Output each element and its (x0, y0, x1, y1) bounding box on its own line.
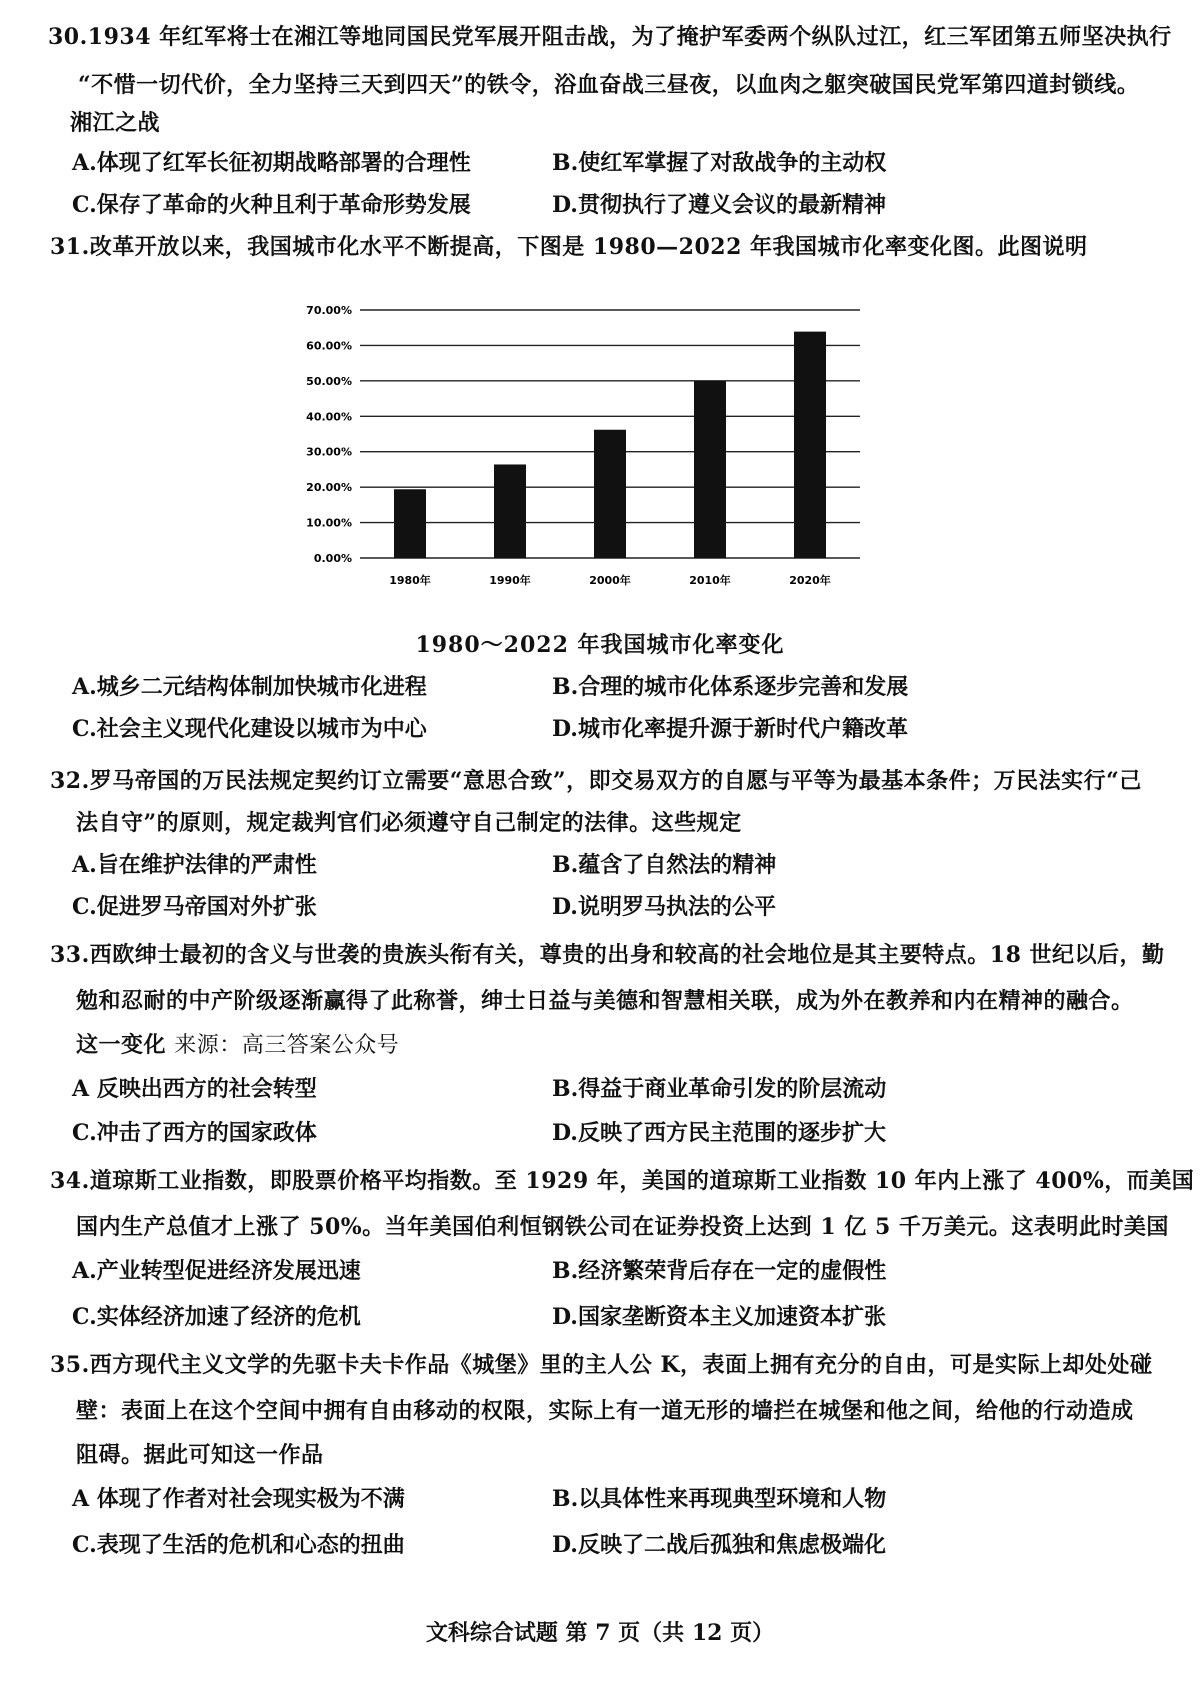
q34-option-b: B.经济繁荣背后存在一定的虚假性 (552, 1258, 887, 1284)
q32-option-a: A.旨在维护法律的严肃性 (72, 852, 317, 878)
q33-source-note: 来源：高三答案公众号 (174, 1033, 400, 1058)
q34-stem-line-1: 34.道琼斯工业指数，即股票价格平均指数。至 1929 年，美国的道琼斯工业指数 10 年内上涨了 400%，而美国 (50, 1168, 1195, 1194)
q31-option-d: D.城市化率提升源于新时代户籍改革 (552, 716, 908, 742)
y-tick-label: 70.00% (306, 304, 352, 317)
q31-option-a: A.城乡二元结构体制加快城市化进程 (72, 674, 427, 700)
q32-stem-line-2: 法自守”的原则，规定裁判官们必须遵守自己制定的法律。这些规定 (76, 810, 742, 836)
urbanization-chart (300, 300, 890, 600)
q30-stem-line-1: 30.1934 年红军将士在湘江等地同国民党军展开阻击战，为了掩护军委两个纵队过江，红三军团第五师坚决执行 (48, 24, 1172, 50)
bar-1980年 (394, 489, 426, 558)
x-tick-label: 1990年 (489, 574, 531, 587)
q33-stem-line-1: 33.西欧绅士最初的含义与世袭的贵族头衔有关，尊贵的出身和较高的社会地位是其主要特点。18 世纪以后，勤 (50, 942, 1165, 968)
q30-option-d: D.贯彻执行了遵义会议的最新精神 (552, 192, 886, 218)
y-tick-label: 60.00% (306, 339, 352, 353)
bar-2020年 (794, 332, 826, 558)
x-tick-label: 1980年 (389, 574, 431, 587)
chart-svg (300, 300, 890, 600)
q33-option-b: B.得益于商业革命引发的阶层流动 (552, 1076, 887, 1102)
q32-stem-line-1: 32.罗马帝国的万民法规定契约订立需要“意思合致”，即交易双方的自愿与平等为最基本条件；万民法实行“己 (50, 768, 1142, 794)
q33-stem-line-2: 勉和忍耐的中产阶级逐渐赢得了此称誉，绅士日益与美德和智慧相关联，成为外在教养和内在精神的融合。 (76, 988, 1134, 1014)
x-tick-label: 2010年 (689, 574, 731, 587)
q30-stem-line-3: 湘江之战 (70, 110, 161, 136)
q35-stem-line-1: 35.西方现代主义文学的先驱卡夫卡作品《城堡》里的主人公 K，表面上拥有充分的自由，可是实际上却处处碰 (50, 1352, 1153, 1378)
q35-option-a: A 体现了作者对社会现实极为不满 (72, 1486, 405, 1512)
y-tick-label: 50.00% (306, 374, 352, 388)
q35-option-b: B.以具体性来再现典型环境和人物 (552, 1486, 887, 1512)
q33-option-a: A 反映出西方的社会转型 (72, 1076, 317, 1102)
q32-option-b: B.蕴含了自然法的精神 (552, 852, 777, 878)
q30-option-c: C.保存了革命的火种且利于革命形势发展 (72, 192, 471, 218)
q31-option-b: B.合理的城市化体系逐步完善和发展 (552, 674, 909, 700)
q35-option-c: C.表现了生活的危机和心态的扭曲 (72, 1532, 405, 1558)
y-tick-label: 40.00% (306, 410, 352, 424)
q31-stem-line-1: 31.改革开放以来，我国城市化水平不断提高，下图是 1980—2022 年我国城市化率变化图。此图说明 (50, 234, 1088, 260)
y-tick-label: 0.00% (313, 552, 352, 565)
q34-option-c: C.实体经济加速了经济的危机 (72, 1304, 361, 1330)
y-tick-label: 20.00% (306, 481, 352, 495)
chart-title: 1980～2022 年我国城市化率变化 (415, 632, 785, 658)
q30-option-a: A.体现了红军长征初期战略部署的合理性 (72, 150, 471, 176)
q33-stem-line-3 (76, 1030, 1176, 1061)
bar-2010年 (694, 381, 726, 558)
y-tick-label: 10.00% (306, 516, 352, 530)
q35-stem-line-2: 壁：表面上在这个空间中拥有自由移动的权限，实际上有一道无形的墙拦在城堡和他之间，给他的行动造成 (76, 1398, 1134, 1424)
q33-stem-text: 这一变化 (76, 1032, 167, 1058)
q32-option-c: C.促进罗马帝国对外扩张 (72, 894, 317, 920)
page-footer: 文科综合试题 第 7 页（共 12 页） (425, 1620, 775, 1646)
q34-option-d: D.国家垄断资本主义加速资本扩张 (552, 1304, 886, 1330)
q33-option-d: D.反映了西方民主范围的逐步扩大 (552, 1120, 886, 1146)
q33-option-c: C.冲击了西方的国家政体 (72, 1120, 317, 1146)
q31-option-c: C.社会主义现代化建设以城市为中心 (72, 716, 427, 742)
bar-2000年 (594, 430, 626, 558)
bar-1990年 (494, 464, 526, 558)
x-tick-label: 2020年 (789, 574, 831, 587)
q34-option-a: A.产业转型促进经济发展迅速 (72, 1258, 361, 1284)
q35-stem-line-3: 阻碍。据此可知这一作品 (76, 1442, 324, 1468)
q30-stem-line-2: “不惜一切代价，全力坚持三天到四天”的铁令，浴血奋战三昼夜，以血肉之躯突破国民党军第四道封锁线。 (78, 72, 1140, 98)
q35-option-d: D.反映了二战后孤独和焦虑极端化 (552, 1532, 886, 1558)
q30-option-b: B.使红军掌握了对敌战争的主动权 (552, 150, 887, 176)
y-tick-label: 30.00% (306, 445, 352, 459)
x-tick-label: 2000年 (589, 574, 631, 587)
q32-option-d: D.说明罗马执法的公平 (552, 894, 776, 920)
q34-stem-line-2: 国内生产总值才上涨了 50%。当年美国伯利恒钢铁公司在证券投资上达到 1 亿 5 千万美元。这表明此时美国 (76, 1214, 1169, 1240)
